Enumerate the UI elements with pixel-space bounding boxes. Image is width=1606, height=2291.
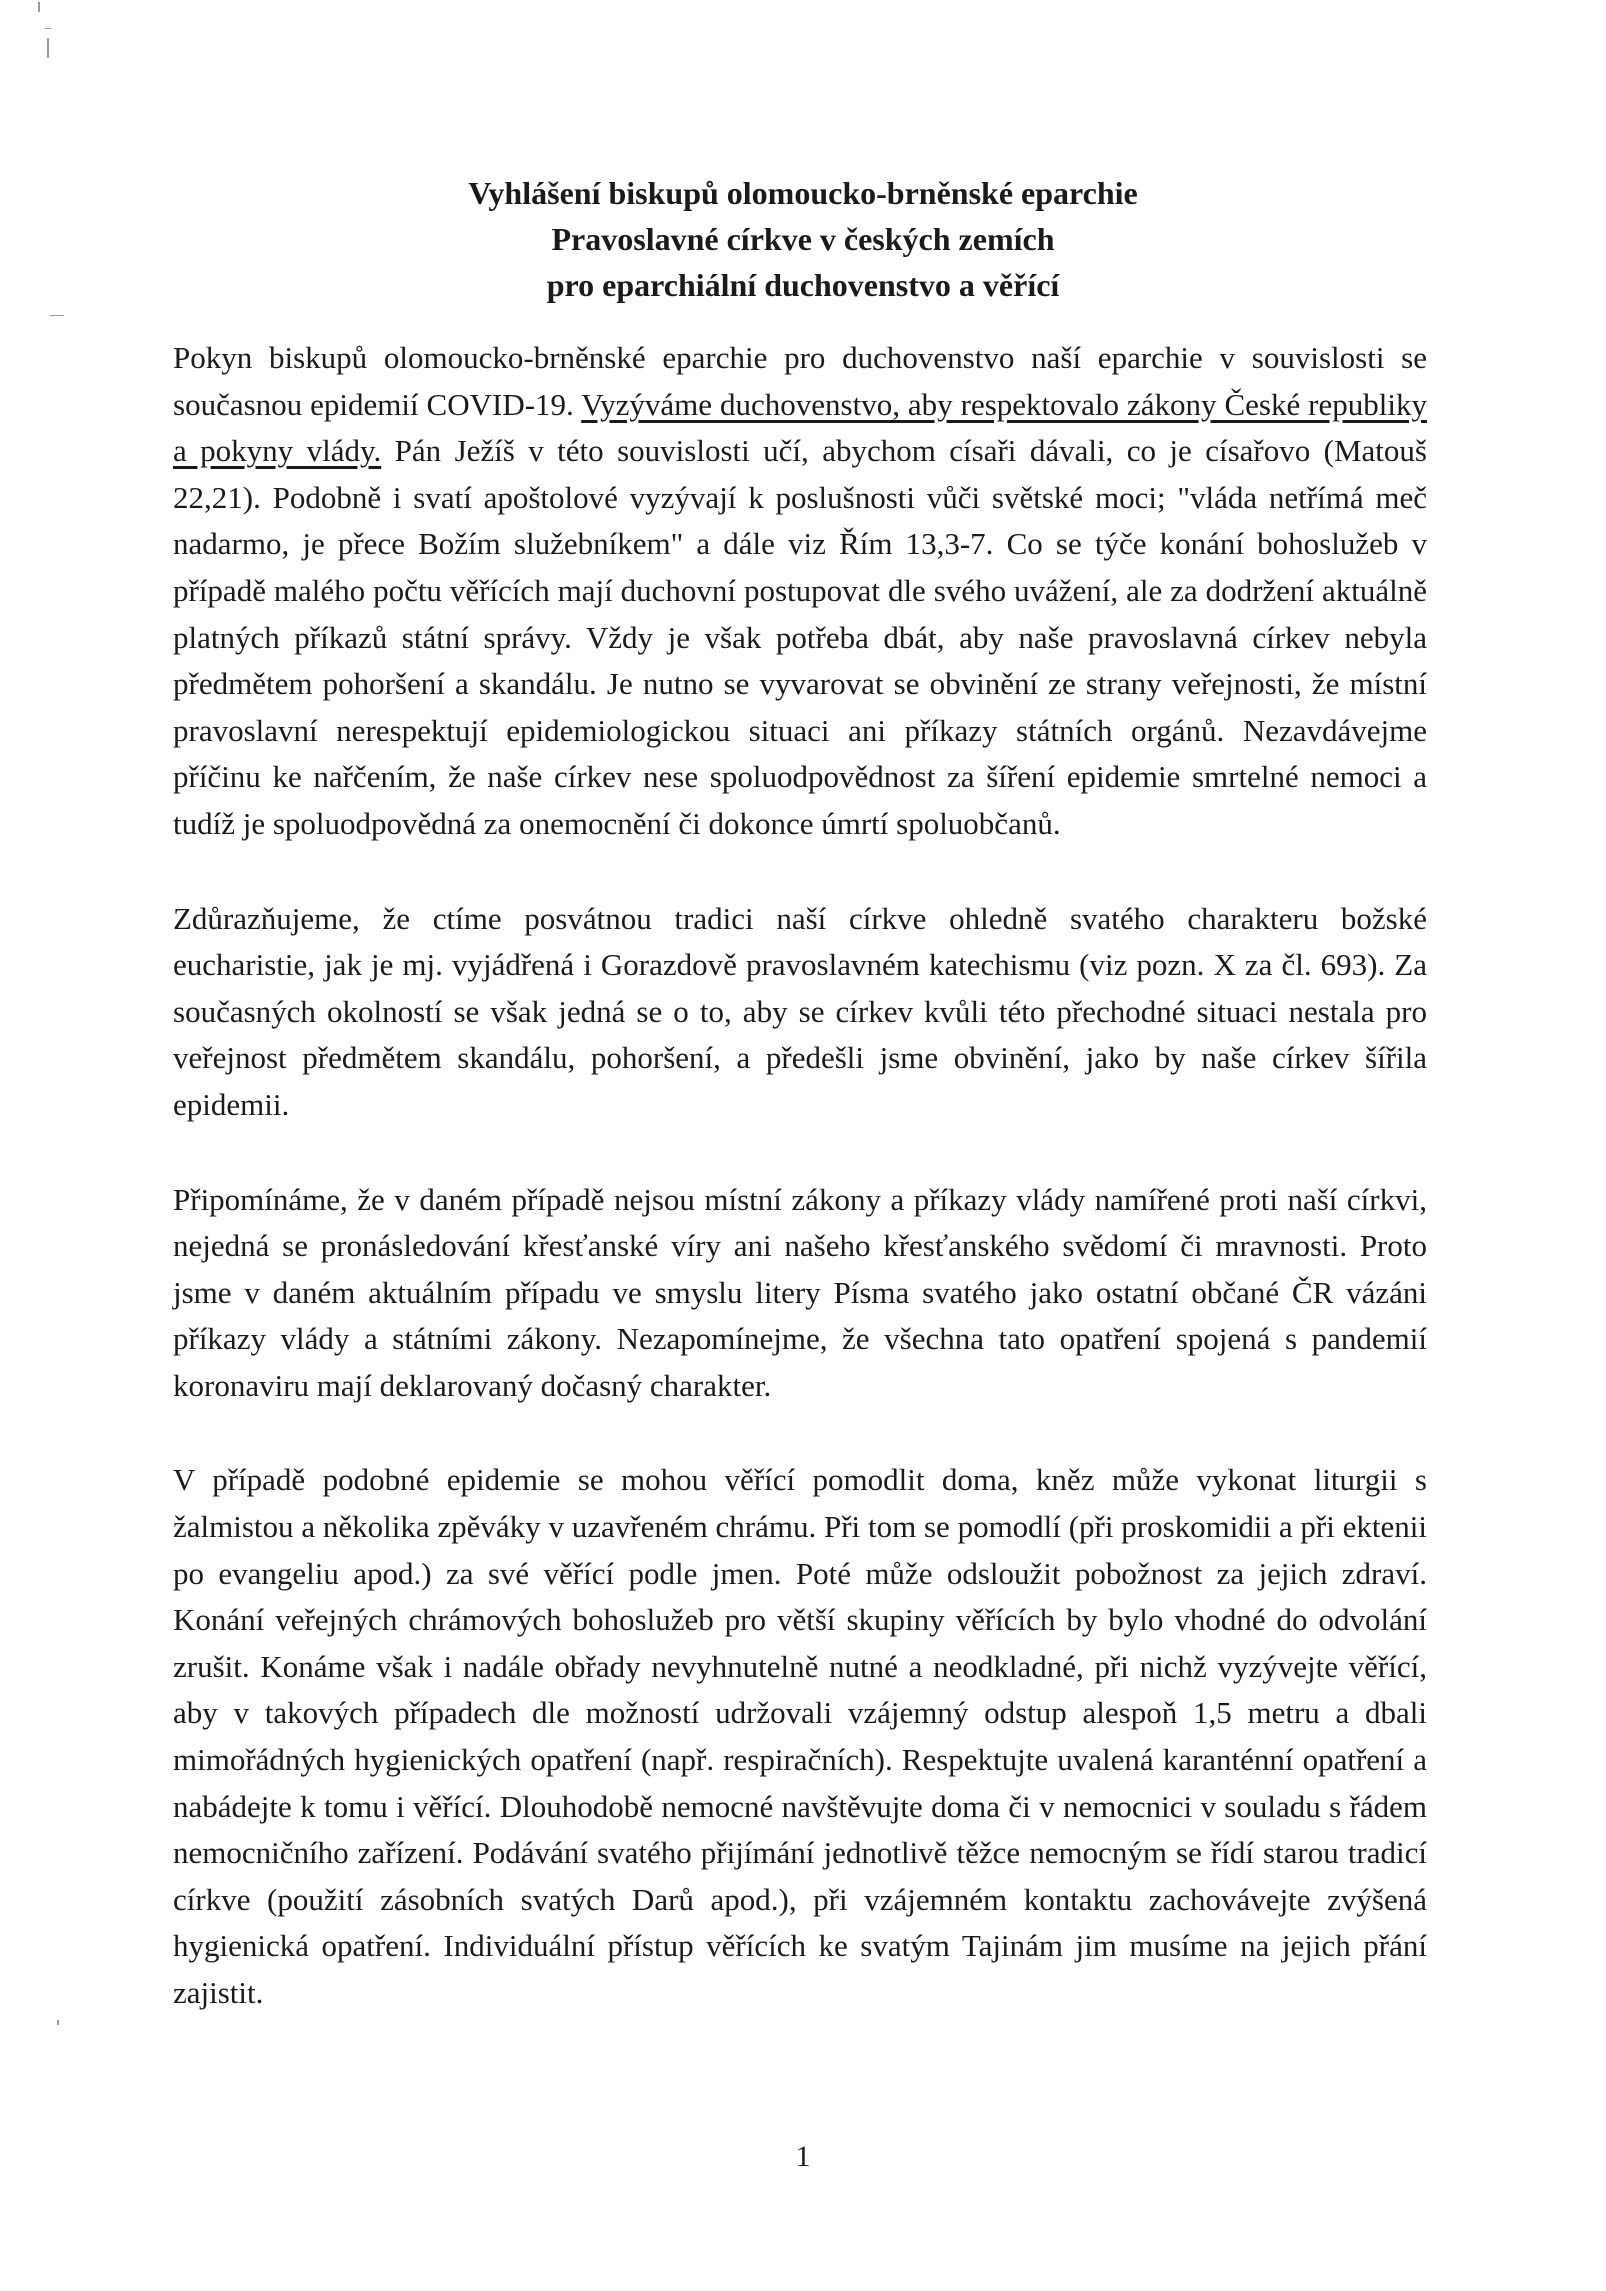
document-body xyxy=(173,335,1427,2065)
scan-artifact xyxy=(57,2020,59,2025)
scan-artifact xyxy=(50,315,64,316)
paragraph-1-rest: Pán Ježíš v této souvislosti učí, abychom císaři dávali, co je císařovo (Matouš 22,21). Podobně i svatí apoštolové vyzývají k poslušnosti vůči světské moci; "vláda netřímá meč nadarmo, je přece Božím služebníkem" a dále viz Řím 13,3-7. Co se týče konání bohoslužeb v případě malého počtu věřících mají duchovní postupovat dle svého uvážení, ale za dodržení aktuálně platných příkazů státní správy. Vždy je však potřeba dbát, aby naše pravoslavná církev nebyla předmětem pohoršení a skandálu. Je nutno se vyvarovat se obvinění ze strany veřejnosti, že místní pravoslavní nerespektují epidemiologickou situaci ani příkazy státních orgánů. Nezavdávejme příčinu ke nařčením, že naše církev nese spoluodpovědnost za šíření epidemie smrtelné nemoci a tudíž je spoluodpovědná za onemocnění či dokonce úmrtí spoluobčanů. xyxy=(173,433,1427,841)
scan-artifact xyxy=(47,38,49,58)
paragraph-1 xyxy=(173,335,1427,848)
underlined-sentence: Vyzýváme duchovenstvo, aby respektovalo zákony České republiky a pokyny vlády. xyxy=(173,386,1427,469)
scan-artifact xyxy=(38,2,40,12)
paragraph-3: Připomínáme, že v daném případě nejsou místní zákony a příkazy vlády namířené proti naší církvi, nejedná se pronásledování křesťanské víry ani našeho křesťanského svědomí či mravnosti. Proto jsme v daném aktuálním případu ve smyslu litery Písma svatého jako ostatní občané ČR vázáni příkazy vlády a státními zákony. Nezapomínejme, že všechna tato opatření spojená s pandemií koronaviru mají deklarovaný dočasný charakter. xyxy=(173,1181,1427,1403)
title-line: Vyhlášení biskupů olomoucko-brněnské eparchie xyxy=(468,175,1138,211)
title-line: Pravoslavné církve v českých zemích xyxy=(551,221,1055,257)
page-number: 1 xyxy=(795,2140,811,2173)
paragraph-4: V případě podobné epidemie se mohou věřící pomodlit doma, kněz může vykonat liturgii s žalmistou a několika zpěváky v uzavřeném chrámu. Při tom se pomodlí (při proskomidii a při ektenii po evangeliu apod.) za své věřící podle jmen. Poté může odsloužit pobožnost za jejich zdraví. Konání veřejných chrámových bohoslužeb pro větší skupiny věřících by bylo vhodné do odvolání zrušit. Konáme však i nadále obřady nevyhnutelně nutné a neodkladné, při nichž vyzývejte věřící, aby v takových případech dle možností udržovali vzájemný odstup alespoň 1,5 metru a dbali mimořádných hygienických opatření (např. respiračních). Respektujte uvalená karanténní opatření a nabádejte k tomu i věřící. Dlouhodobě nemocné navštěvujte doma či v nemocnici v souladu s řádem nemocničního zařízení. Podávání svatého přijímání jednotlivě těžce nemocným se řídí starou tradicí církve (použití zásobních svatých Darů apod.), při vzájemném kontaktu zachovávejte zvýšená hygienická opatření. Individuální přístup věřících ke svatým Tajinám jim musíme na jejich přání zajistit. xyxy=(173,1462,1427,2010)
title-line: pro eparchiální duchovenstvo a věřící xyxy=(546,267,1060,303)
paragraph-2: Zdůrazňujeme, že ctíme posvátnou tradici naší církve ohledně svatého charakteru božské eucharistie, jak je mj. vyjádřená i Gorazdově pravoslavném katechismu (viz pozn. X za čl. 693). Za současných okolností se však jedná se o to, aby se církev kvůli této přechodné situaci nestala pro veřejnost předmětem skandálu, pohoršení, a předešli jsme obvinění, jako by naše církev šířila epidemii. xyxy=(173,900,1427,1122)
paragraph-1-intro: Pokyn biskupů olomoucko-brněnské eparchie pro duchovenstvo naší eparchie v souvislosti se současnou epidemií COVID-19. xyxy=(173,340,1427,422)
scan-artifact xyxy=(45,28,51,29)
document-title xyxy=(0,170,1606,308)
